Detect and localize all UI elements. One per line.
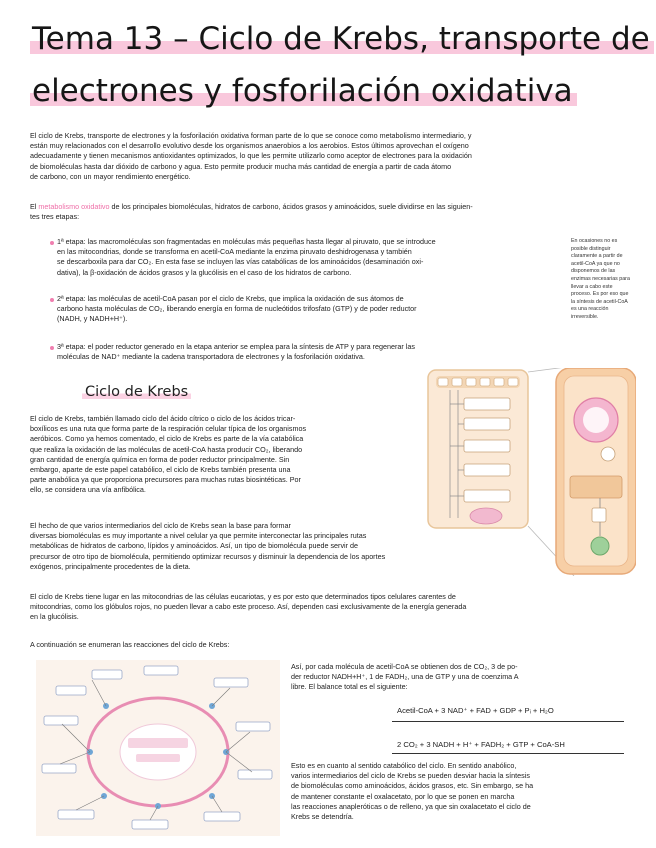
krebs-line: mitocondrias, como los glóbulos rojos, no pueden llevar a cabo este proceso. Así, dependen casi exclusivamente de la energía generada bbox=[30, 602, 467, 612]
stage-line: en las mitocondrias, donde se transforma en acetil-CoA mediante la enzima piruvato deshidrogenasa y también bbox=[57, 247, 412, 257]
krebs-line: precursor de otro tipo de biomolécula, permitiendo optimizar recursos y disminuir la dependencia de los aportes bbox=[30, 551, 386, 561]
krebs-line: El ciclo de Krebs tiene lugar en las mitocondrias de las células eucariotas, y es por esto que determinados tipos celulares carentes de bbox=[30, 592, 456, 601]
intro-line: de biomoléculas hasta dar dióxido de carbono y agua. Esto permite producir mucha más cantidad de energía a partir de cada átomo bbox=[30, 161, 452, 171]
right-paragraph bbox=[291, 662, 629, 693]
intro-line: El ciclo de Krebs, transporte de electrones y la fosforilación oxidativa forman parte de lo que se conoce como metabolismo intermediario, y bbox=[30, 131, 472, 140]
krebs-line: diversas biomoléculas es muy importante a nivel celular ya que permite interconectar las principales rutas bbox=[30, 531, 367, 541]
krebs-cycle-diagram bbox=[36, 660, 280, 836]
final-line: de mantener constante el oxalacetato, por lo que se ponen en marcha bbox=[291, 791, 515, 801]
right-line: Así, por cada molécula de acetil-CoA se obtienen dos de CO₂, 3 de po- bbox=[291, 662, 518, 671]
krebs-heading: Ciclo de Krebs bbox=[82, 384, 191, 400]
equation-products: 2 CO₂ + 3 NADH + H⁺ + FADH₂ + GTP + CoA-SH bbox=[397, 740, 565, 749]
krebs-line: gran cantidad de energía química en forma de poder reductor principalmente. Sin bbox=[30, 454, 290, 464]
krebs-cycle-diagram-svg bbox=[36, 660, 280, 836]
krebs-line: embargo, aparte de este papel catabólico, el ciclo de Krebs también presenta una bbox=[30, 465, 291, 475]
right-line: der reductor NADH+H⁺, 1 de FADH₂, una de GTP y una de coenzima A bbox=[291, 672, 519, 682]
final-paragraph bbox=[291, 761, 629, 822]
stage-line: dativa), la β-oxidación de ácidos grasos y la glucólisis en el caso de los hidratos de carbono. bbox=[57, 267, 352, 277]
metab-line2: tes tres etapas: bbox=[30, 212, 80, 222]
krebs-line: El ciclo de Krebs, también llamado ciclo del ácido cítrico o ciclo de los ácidos tricar- bbox=[30, 414, 296, 423]
right-line: libre. El balance total es el siguiente: bbox=[291, 682, 408, 692]
krebs-line: parte anabólica ya que proporciona precursores para muchas rutas biosintéticas. Por bbox=[30, 475, 301, 485]
stage-1 bbox=[57, 237, 562, 278]
intro-paragraph bbox=[30, 131, 626, 182]
metabolism-paragraph bbox=[30, 202, 626, 222]
stage-line: 3ª etapa: el poder reductor generado en la etapa anterior se emplea para la síntesis de ATP y para regenerar las bbox=[57, 342, 415, 351]
final-line: Esto es en cuanto al sentido catabólico del ciclo. En sentido anabólico, bbox=[291, 761, 517, 770]
final-line: de biomoléculas como aminoácidos, ácidos grasos, etc. Sin embargo, se ha bbox=[291, 781, 534, 791]
krebs-line: que realiza la oxidación de las moléculas de acetil-CoA hasta producir CO₂, liberando bbox=[30, 444, 303, 454]
stage-line: se descarboxila para dar CO₂. En esta fase se incluyen las vías catabólicas de los aminoácidos (desaminación oxi- bbox=[57, 257, 424, 267]
krebs-line: boxílicos es una ruta que forma parte de la respiración celular típica de los organismos bbox=[30, 424, 307, 434]
continuation-text bbox=[30, 640, 430, 650]
mitochondria-diagram bbox=[424, 368, 636, 576]
krebs-line: exógenos, principalmente procedentes de la dieta. bbox=[30, 561, 191, 571]
stage-line: 2ª etapa: las moléculas de acetil-CoA pasan por el ciclo de Krebs, que implica la oxidación de sus átomos de bbox=[57, 294, 404, 303]
intro-line: de carbono, con un mayor rendimiento energético. bbox=[30, 171, 191, 181]
equation-products-underline bbox=[392, 753, 624, 754]
bullet-dot bbox=[50, 241, 54, 245]
title-text-2: electrones y fosforilación oxidativa bbox=[30, 73, 577, 109]
intro-line: están muy relacionados con el desarrollo evolutivo desde los organismos anaerobios a los aerobios. Estos últimos aprovechan el oxígeno bbox=[30, 141, 469, 151]
equation-divider bbox=[392, 721, 624, 722]
metab-pre: El bbox=[30, 202, 39, 211]
bullet-dot bbox=[50, 346, 54, 350]
krebs-line: metabólicas de hidratos de carbono, lípidos y aminoácidos. Así, un tipo de biomolécula puede servir de bbox=[30, 541, 359, 551]
title-line-1 bbox=[30, 20, 654, 58]
stage-line: 1ª etapa: las macromoléculas son fragmentadas en moléculas más pequeñas hasta llegar al piruvato, que se introduce bbox=[57, 237, 436, 246]
krebs-line: El hecho de que varios intermediarios del ciclo de Krebs sean la base para formar bbox=[30, 521, 291, 530]
metab-rest: de los principales biomoléculas, hidratos de carbono, ácidos grasos y aminoácidos, suele dividirse en las siguien- bbox=[109, 202, 473, 211]
mitochondria-diagram-svg bbox=[424, 368, 636, 576]
side-note: En ocasiones no es posible distinguir claramente a partir de acetil-CoA ya que no disponemos de las enzimas necesarias para llevar a cabo este proceso. Es por eso que la síntesis de acetil-CoA es una reacción irreversible. bbox=[571, 238, 630, 320]
stage-line: moléculas de NAD⁺ mediante la cadena transportadora de electrones y la fosforilación oxidativa. bbox=[57, 352, 365, 362]
krebs-line: aeróbicos. Como ya hemos comentado, el ciclo de Krebs es parte de la vía catabólica bbox=[30, 434, 304, 444]
krebs-paragraph-1 bbox=[30, 414, 408, 496]
stage-line: (NADH, y NADH+H⁺). bbox=[57, 314, 128, 324]
krebs-line: en la glucólisis. bbox=[30, 612, 79, 622]
bullet-dot bbox=[50, 298, 54, 302]
stage-line: carbono hasta moléculas de CO₂, liberando energía en forma de nucleótidos trifosfato (GTP) y de poder reductor bbox=[57, 304, 417, 314]
krebs-line: ello, se considera una vía anfibólica. bbox=[30, 485, 146, 495]
stage-2 bbox=[57, 294, 562, 325]
metab-term: metabolismo oxidativo bbox=[38, 202, 110, 211]
title-text-1: Tema 13 – Ciclo de Krebs, transporte de bbox=[30, 21, 654, 57]
equation-reactants: Acetil-CoA + 3 NAD⁺ + FAD + GDP + Pᵢ + H₂O bbox=[397, 706, 554, 715]
final-line: las reacciones anapleróticas o de relleno, ya que sin oxalacetato el ciclo de bbox=[291, 801, 531, 811]
title-line-2 bbox=[30, 72, 577, 110]
stage-3 bbox=[57, 342, 562, 362]
continuation-line: A continuación se enumeran las reacciones del ciclo de Krebs: bbox=[30, 640, 230, 649]
intro-line: adecuadamente y tienen mecanismos antioxidantes optimizados, lo que les permite utilizarlo como aceptor de electrones para la oxidación bbox=[30, 151, 472, 161]
krebs-paragraph-3 bbox=[30, 592, 626, 623]
final-line: varios intermediarios del ciclo de Krebs se pueden desviar hacia la síntesis bbox=[291, 771, 530, 781]
final-line: Krebs se detendría. bbox=[291, 812, 354, 822]
